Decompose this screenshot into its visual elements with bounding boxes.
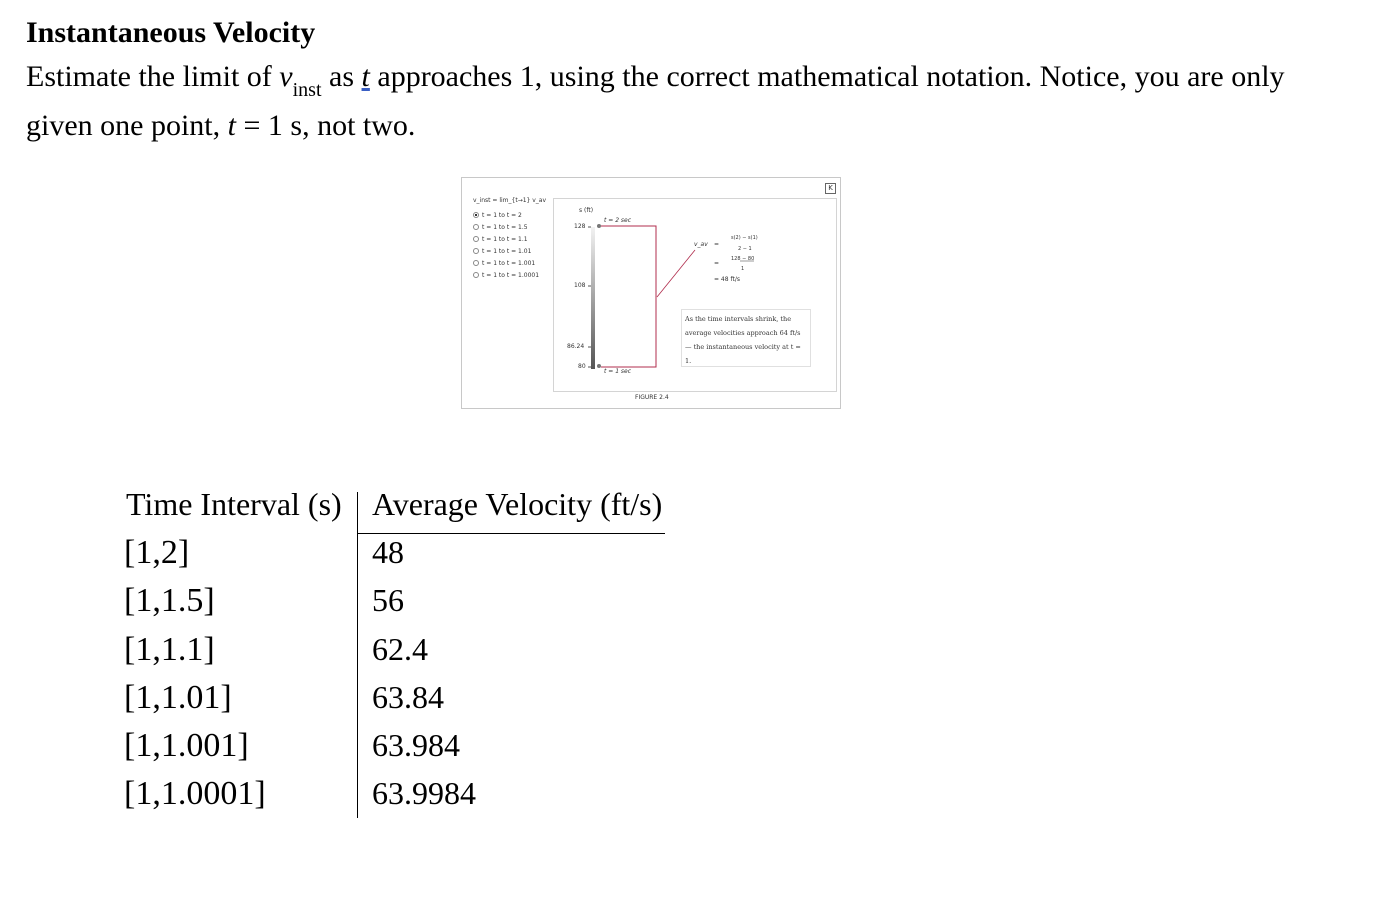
problem-text: Estimate the limit of $v_{inst}$ as t approaches 1, using the correct mathematical notation. Notice, you are only given one point, t = 1 s, not two. [26,60,1285,142]
vav-label: v_av [694,241,708,248]
interval-cell: [1,1.01] [124,679,232,716]
figure-menu-button[interactable]: K [825,183,836,194]
header-average-velocity: Average Velocity (ft/s) [372,486,663,522]
velocity-cell: 62.4 [372,631,428,667]
bottom-point [597,364,601,368]
velocity-cell: 63.984 [372,727,460,763]
bottom-label: t = 1 sec [604,368,632,375]
option-label: t = 1 to t = 1.01 [482,247,532,255]
radio-button[interactable] [473,224,479,230]
velocity-cell: 48 [372,534,404,570]
t-variable: t [361,60,370,93]
radio-button[interactable] [473,272,479,278]
option-label: t = 1 to t = 2 [482,211,522,219]
pointer-line [657,250,695,297]
header-time-interval: Time Interval (s) [126,486,342,522]
tick-128: 128 [574,223,586,230]
velocity-cell: 56 [372,582,404,618]
interval-option[interactable] [473,257,539,269]
figure-header: v_inst = lim_{t→1} v_av [473,197,547,204]
figure-note: As the time intervals shrink, the average velocities approach 64 ft/s — the instantaneous velocity at t = 1. [681,309,811,367]
equals-1: = [714,241,720,248]
v-inst-symbol: $v_{inst}$ [279,60,322,101]
option-label: t = 1 to t = 1.1 [482,235,528,243]
tick-86-24: 86.24 [567,343,585,350]
option-label: t = 1 to t = 1.001 [482,259,536,267]
interval-cell: [1,1.1] [124,631,215,668]
interval-option[interactable] [473,245,539,257]
radio-button[interactable] [473,236,479,242]
top-label: t = 2 sec [604,217,632,224]
radio-button[interactable] [473,248,479,254]
interval-bracket [601,226,656,367]
page-title: Instantaneous Velocity [26,16,316,49]
velocity-cell: 63.84 [372,679,444,715]
figure-2-4 [461,177,841,409]
interval-option[interactable] [473,233,539,245]
interval-options [473,209,539,281]
interval-cell: [1,2] [124,534,190,571]
tick-80: 80 [578,363,586,370]
equals-2: = [714,260,720,267]
step2-numerator: 128 − 80 [731,256,755,262]
radio-button[interactable] [473,260,479,266]
interval-option[interactable] [473,269,539,281]
velocity-cell: 63.9984 [372,775,476,811]
option-label: t = 1 to t = 1.5 [482,223,528,231]
radio-button[interactable] [473,212,479,218]
top-point [597,224,601,228]
s-axis-bar [591,227,595,369]
interval-option[interactable] [473,221,539,233]
interval-cell: [1,1.0001] [124,775,266,812]
step2-denominator: 1 [741,266,745,272]
figure-graph-panel [553,198,837,392]
interval-option[interactable] [473,209,539,221]
s-axis-label: s (ft) [579,207,594,214]
option-label: t = 1 to t = 1.0001 [482,271,540,279]
formula-numerator: s(2) − s(1) [731,235,758,241]
result-value: = 48 ft/s [714,276,740,283]
interval-cell: [1,1.001] [124,727,249,764]
tick-108: 108 [574,282,586,289]
formula-denominator: 2 − 1 [738,246,752,252]
column-divider [357,492,358,818]
interval-cell: [1,1.5] [124,582,215,619]
figure-caption: FIGURE 2.4 [635,394,669,401]
